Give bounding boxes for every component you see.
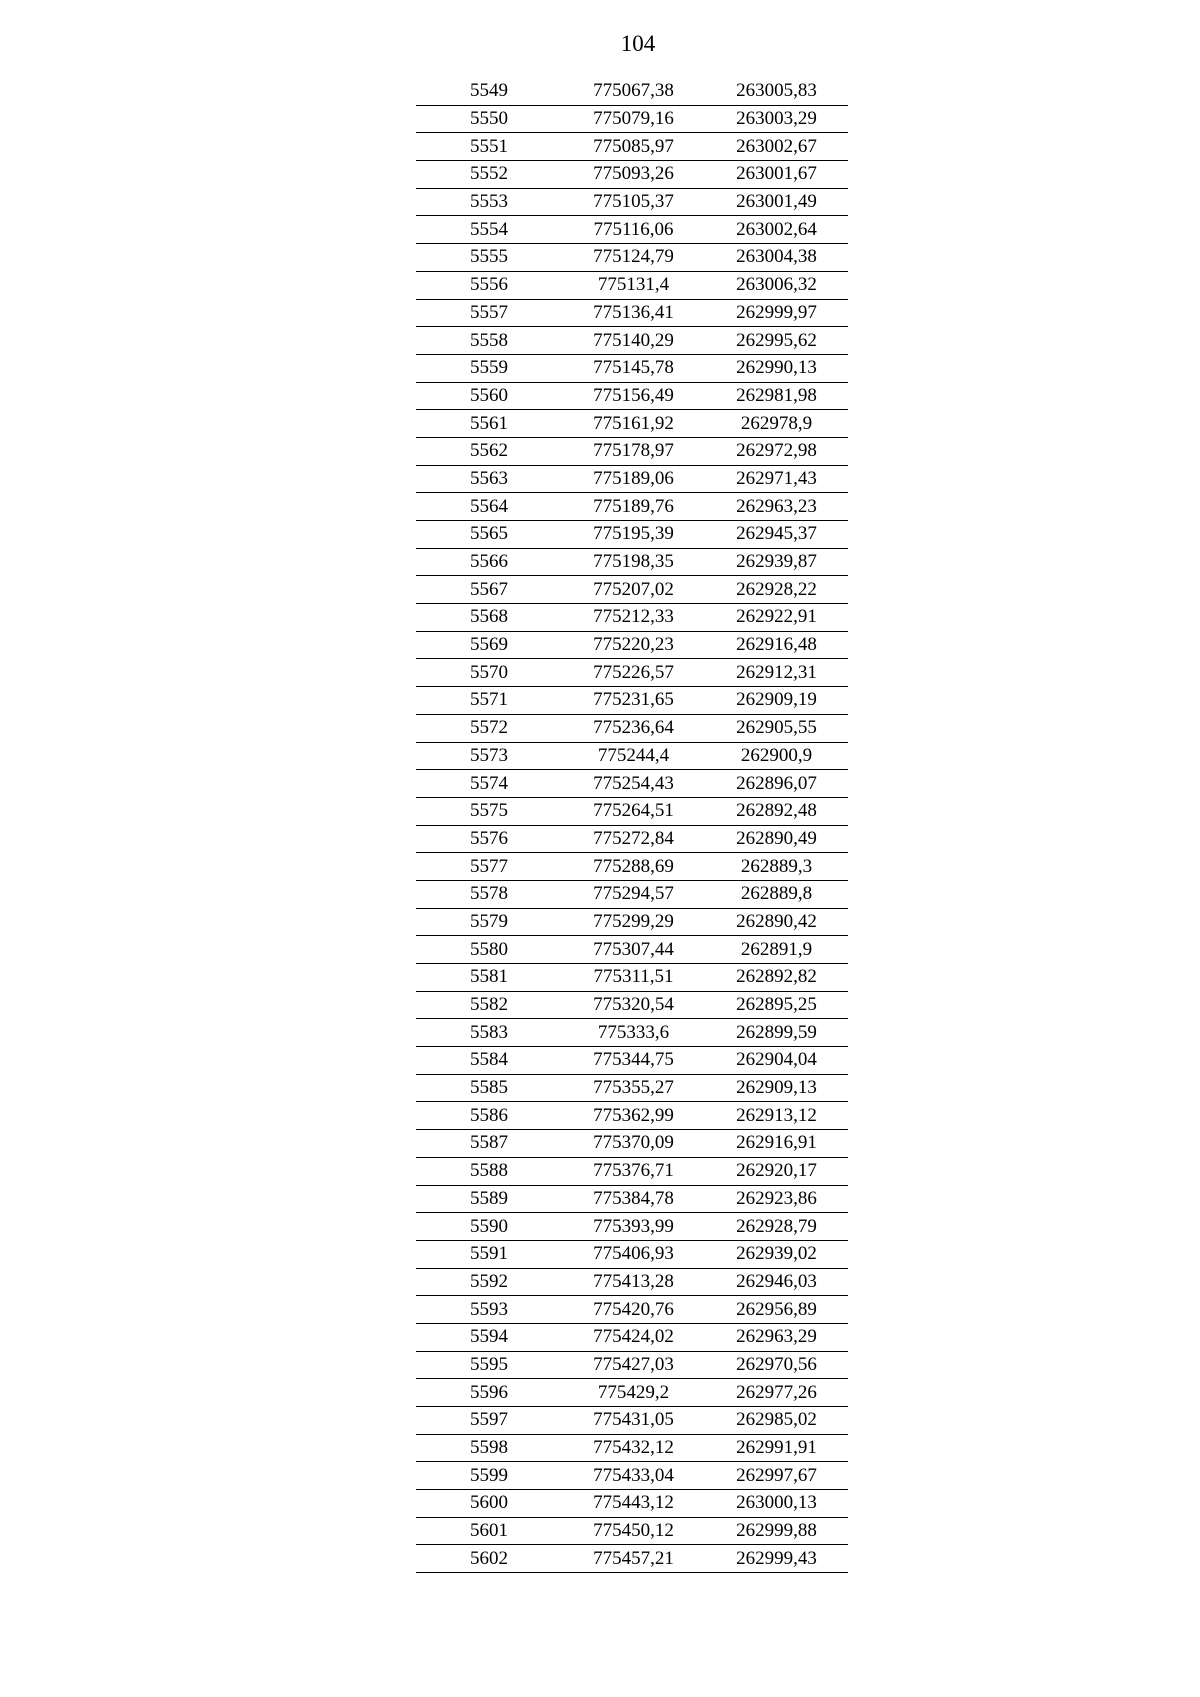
table-row xyxy=(416,659,848,687)
table-row xyxy=(416,1462,848,1490)
point-number-cell: 5575 xyxy=(416,797,562,825)
point-number-cell: 5596 xyxy=(416,1379,562,1407)
x-coordinate-cell: 775355,27 xyxy=(562,1074,705,1102)
y-coordinate-cell: 262939,87 xyxy=(705,548,848,576)
x-coordinate-cell: 775450,12 xyxy=(562,1517,705,1545)
x-coordinate-cell: 775124,79 xyxy=(562,244,705,272)
y-coordinate-cell: 262916,91 xyxy=(705,1130,848,1158)
x-coordinate-cell: 775207,02 xyxy=(562,576,705,604)
x-coordinate-cell: 775244,4 xyxy=(562,742,705,770)
x-coordinate-cell: 775067,38 xyxy=(562,78,705,105)
table-row xyxy=(416,299,848,327)
table-row xyxy=(416,1490,848,1518)
y-coordinate-cell: 262920,17 xyxy=(705,1157,848,1185)
x-coordinate-cell: 775231,65 xyxy=(562,687,705,715)
table-row xyxy=(416,216,848,244)
table-row xyxy=(416,1545,848,1573)
point-number-cell: 5555 xyxy=(416,244,562,272)
point-number-cell: 5564 xyxy=(416,493,562,521)
point-number-cell: 5551 xyxy=(416,133,562,161)
y-coordinate-cell: 262912,31 xyxy=(705,659,848,687)
point-number-cell: 5590 xyxy=(416,1213,562,1241)
table-row xyxy=(416,604,848,632)
x-coordinate-cell: 775431,05 xyxy=(562,1407,705,1435)
table-row xyxy=(416,1074,848,1102)
y-coordinate-cell: 262892,48 xyxy=(705,797,848,825)
x-coordinate-cell: 775145,78 xyxy=(562,354,705,382)
y-coordinate-cell: 262985,02 xyxy=(705,1407,848,1435)
point-number-cell: 5554 xyxy=(416,216,562,244)
table-row xyxy=(416,327,848,355)
table-row xyxy=(416,465,848,493)
table-row xyxy=(416,1351,848,1379)
table-row xyxy=(416,742,848,770)
table-row xyxy=(416,797,848,825)
table-row xyxy=(416,133,848,161)
x-coordinate-cell: 775220,23 xyxy=(562,631,705,659)
x-coordinate-cell: 775079,16 xyxy=(562,105,705,133)
table-row xyxy=(416,964,848,992)
point-number-cell: 5595 xyxy=(416,1351,562,1379)
x-coordinate-cell: 775198,35 xyxy=(562,548,705,576)
point-number-cell: 5591 xyxy=(416,1240,562,1268)
x-coordinate-cell: 775384,78 xyxy=(562,1185,705,1213)
x-coordinate-cell: 775443,12 xyxy=(562,1490,705,1518)
y-coordinate-cell: 263006,32 xyxy=(705,271,848,299)
point-number-cell: 5584 xyxy=(416,1047,562,1075)
table-row xyxy=(416,521,848,549)
table-row xyxy=(416,770,848,798)
y-coordinate-cell: 262909,13 xyxy=(705,1074,848,1102)
point-number-cell: 5570 xyxy=(416,659,562,687)
y-coordinate-cell: 262970,56 xyxy=(705,1351,848,1379)
x-coordinate-cell: 775272,84 xyxy=(562,825,705,853)
x-coordinate-cell: 775311,51 xyxy=(562,964,705,992)
x-coordinate-cell: 775333,6 xyxy=(562,1019,705,1047)
point-number-cell: 5588 xyxy=(416,1157,562,1185)
x-coordinate-cell: 775429,2 xyxy=(562,1379,705,1407)
point-number-cell: 5556 xyxy=(416,271,562,299)
point-number-cell: 5579 xyxy=(416,908,562,936)
y-coordinate-cell: 262945,37 xyxy=(705,521,848,549)
y-coordinate-cell: 262895,25 xyxy=(705,991,848,1019)
table-row xyxy=(416,1019,848,1047)
point-number-cell: 5587 xyxy=(416,1130,562,1158)
y-coordinate-cell: 262905,55 xyxy=(705,714,848,742)
y-coordinate-cell: 263003,29 xyxy=(705,105,848,133)
y-coordinate-cell: 262904,04 xyxy=(705,1047,848,1075)
x-coordinate-cell: 775178,97 xyxy=(562,437,705,465)
table-row xyxy=(416,1157,848,1185)
table-row xyxy=(416,1296,848,1324)
y-coordinate-cell: 262889,3 xyxy=(705,853,848,881)
x-coordinate-cell: 775131,4 xyxy=(562,271,705,299)
table-row xyxy=(416,354,848,382)
table-row xyxy=(416,271,848,299)
point-number-cell: 5592 xyxy=(416,1268,562,1296)
x-coordinate-cell: 775433,04 xyxy=(562,1462,705,1490)
point-number-cell: 5572 xyxy=(416,714,562,742)
point-number-cell: 5567 xyxy=(416,576,562,604)
y-coordinate-cell: 262923,86 xyxy=(705,1185,848,1213)
table-row xyxy=(416,1407,848,1435)
y-coordinate-cell: 262891,9 xyxy=(705,936,848,964)
y-coordinate-cell: 262946,03 xyxy=(705,1268,848,1296)
y-coordinate-cell: 262928,79 xyxy=(705,1213,848,1241)
table-row xyxy=(416,853,848,881)
x-coordinate-cell: 775093,26 xyxy=(562,161,705,189)
point-number-cell: 5578 xyxy=(416,880,562,908)
x-coordinate-cell: 775406,93 xyxy=(562,1240,705,1268)
point-number-cell: 5561 xyxy=(416,410,562,438)
y-coordinate-cell: 262963,29 xyxy=(705,1323,848,1351)
y-coordinate-cell: 262892,82 xyxy=(705,964,848,992)
table-row xyxy=(416,437,848,465)
x-coordinate-cell: 775156,49 xyxy=(562,382,705,410)
table-row xyxy=(416,1240,848,1268)
x-coordinate-cell: 775116,06 xyxy=(562,216,705,244)
y-coordinate-cell: 262939,02 xyxy=(705,1240,848,1268)
point-number-cell: 5593 xyxy=(416,1296,562,1324)
y-coordinate-cell: 262972,98 xyxy=(705,437,848,465)
point-number-cell: 5583 xyxy=(416,1019,562,1047)
table-row xyxy=(416,1517,848,1545)
page-number: 104 xyxy=(620,31,656,56)
point-number-cell: 5573 xyxy=(416,742,562,770)
table-row xyxy=(416,493,848,521)
table-row xyxy=(416,631,848,659)
table-row xyxy=(416,244,848,272)
x-coordinate-cell: 775294,57 xyxy=(562,880,705,908)
y-coordinate-cell: 263000,13 xyxy=(705,1490,848,1518)
y-coordinate-cell: 263005,83 xyxy=(705,78,848,105)
point-number-cell: 5557 xyxy=(416,299,562,327)
point-number-cell: 5598 xyxy=(416,1434,562,1462)
y-coordinate-cell: 262913,12 xyxy=(705,1102,848,1130)
y-coordinate-cell: 262916,48 xyxy=(705,631,848,659)
table-row xyxy=(416,908,848,936)
point-number-cell: 5594 xyxy=(416,1323,562,1351)
table-row xyxy=(416,1213,848,1241)
table-row xyxy=(416,1268,848,1296)
x-coordinate-cell: 775161,92 xyxy=(562,410,705,438)
y-coordinate-cell: 262990,13 xyxy=(705,354,848,382)
y-coordinate-cell: 262991,91 xyxy=(705,1434,848,1462)
y-coordinate-cell: 262999,97 xyxy=(705,299,848,327)
y-coordinate-cell: 262922,91 xyxy=(705,604,848,632)
point-number-cell: 5550 xyxy=(416,105,562,133)
point-number-cell: 5580 xyxy=(416,936,562,964)
y-coordinate-cell: 262899,59 xyxy=(705,1019,848,1047)
point-number-cell: 5558 xyxy=(416,327,562,355)
y-coordinate-cell: 262890,42 xyxy=(705,908,848,936)
y-coordinate-cell: 263002,67 xyxy=(705,133,848,161)
y-coordinate-cell: 262999,43 xyxy=(705,1545,848,1573)
y-coordinate-cell: 262999,88 xyxy=(705,1517,848,1545)
table-row xyxy=(416,880,848,908)
y-coordinate-cell: 262963,23 xyxy=(705,493,848,521)
y-coordinate-cell: 263002,64 xyxy=(705,216,848,244)
table-row xyxy=(416,78,848,105)
table-row xyxy=(416,1323,848,1351)
point-number-cell: 5576 xyxy=(416,825,562,853)
y-coordinate-cell: 262978,9 xyxy=(705,410,848,438)
x-coordinate-cell: 775457,21 xyxy=(562,1545,705,1573)
point-number-cell: 5601 xyxy=(416,1517,562,1545)
y-coordinate-cell: 262900,9 xyxy=(705,742,848,770)
table-row xyxy=(416,382,848,410)
x-coordinate-cell: 775424,02 xyxy=(562,1323,705,1351)
y-coordinate-cell: 262981,98 xyxy=(705,382,848,410)
x-coordinate-cell: 775195,39 xyxy=(562,521,705,549)
point-number-cell: 5589 xyxy=(416,1185,562,1213)
point-number-cell: 5577 xyxy=(416,853,562,881)
x-coordinate-cell: 775320,54 xyxy=(562,991,705,1019)
x-coordinate-cell: 775420,76 xyxy=(562,1296,705,1324)
x-coordinate-cell: 775370,09 xyxy=(562,1130,705,1158)
coordinates-table-body xyxy=(416,78,848,1573)
point-number-cell: 5552 xyxy=(416,161,562,189)
table-row xyxy=(416,1434,848,1462)
x-coordinate-cell: 775307,44 xyxy=(562,936,705,964)
y-coordinate-cell: 262909,19 xyxy=(705,687,848,715)
y-coordinate-cell: 262956,89 xyxy=(705,1296,848,1324)
x-coordinate-cell: 775189,76 xyxy=(562,493,705,521)
y-coordinate-cell: 262889,8 xyxy=(705,880,848,908)
point-number-cell: 5568 xyxy=(416,604,562,632)
point-number-cell: 5571 xyxy=(416,687,562,715)
x-coordinate-cell: 775432,12 xyxy=(562,1434,705,1462)
x-coordinate-cell: 775393,99 xyxy=(562,1213,705,1241)
x-coordinate-cell: 775427,03 xyxy=(562,1351,705,1379)
table-row xyxy=(416,105,848,133)
table-row xyxy=(416,991,848,1019)
point-number-cell: 5602 xyxy=(416,1545,562,1573)
point-number-cell: 5569 xyxy=(416,631,562,659)
x-coordinate-cell: 775376,71 xyxy=(562,1157,705,1185)
y-coordinate-cell: 263004,38 xyxy=(705,244,848,272)
table-row xyxy=(416,936,848,964)
table-row xyxy=(416,576,848,604)
point-number-cell: 5581 xyxy=(416,964,562,992)
table-row xyxy=(416,1379,848,1407)
x-coordinate-cell: 775226,57 xyxy=(562,659,705,687)
y-coordinate-cell: 262997,67 xyxy=(705,1462,848,1490)
table-row xyxy=(416,687,848,715)
x-coordinate-cell: 775288,69 xyxy=(562,853,705,881)
y-coordinate-cell: 262896,07 xyxy=(705,770,848,798)
point-number-cell: 5585 xyxy=(416,1074,562,1102)
table-row xyxy=(416,188,848,216)
point-number-cell: 5599 xyxy=(416,1462,562,1490)
y-coordinate-cell: 262971,43 xyxy=(705,465,848,493)
point-number-cell: 5574 xyxy=(416,770,562,798)
point-number-cell: 5563 xyxy=(416,465,562,493)
y-coordinate-cell: 263001,67 xyxy=(705,161,848,189)
table-row xyxy=(416,548,848,576)
point-number-cell: 5565 xyxy=(416,521,562,549)
coordinates-table xyxy=(416,78,848,1573)
x-coordinate-cell: 775136,41 xyxy=(562,299,705,327)
point-number-cell: 5597 xyxy=(416,1407,562,1435)
point-number-cell: 5560 xyxy=(416,382,562,410)
y-coordinate-cell: 262995,62 xyxy=(705,327,848,355)
x-coordinate-cell: 775362,99 xyxy=(562,1102,705,1130)
table-row xyxy=(416,410,848,438)
point-number-cell: 5549 xyxy=(416,78,562,105)
point-number-cell: 5566 xyxy=(416,548,562,576)
table-row xyxy=(416,161,848,189)
table-row xyxy=(416,1047,848,1075)
x-coordinate-cell: 775236,64 xyxy=(562,714,705,742)
x-coordinate-cell: 775189,06 xyxy=(562,465,705,493)
point-number-cell: 5562 xyxy=(416,437,562,465)
table-row xyxy=(416,1102,848,1130)
x-coordinate-cell: 775413,28 xyxy=(562,1268,705,1296)
x-coordinate-cell: 775344,75 xyxy=(562,1047,705,1075)
point-number-cell: 5600 xyxy=(416,1490,562,1518)
y-coordinate-cell: 263001,49 xyxy=(705,188,848,216)
y-coordinate-cell: 262977,26 xyxy=(705,1379,848,1407)
point-number-cell: 5586 xyxy=(416,1102,562,1130)
x-coordinate-cell: 775085,97 xyxy=(562,133,705,161)
point-number-cell: 5553 xyxy=(416,188,562,216)
table-row xyxy=(416,1185,848,1213)
table-row xyxy=(416,1130,848,1158)
table-row xyxy=(416,825,848,853)
x-coordinate-cell: 775254,43 xyxy=(562,770,705,798)
x-coordinate-cell: 775212,33 xyxy=(562,604,705,632)
x-coordinate-cell: 775105,37 xyxy=(562,188,705,216)
point-number-cell: 5559 xyxy=(416,354,562,382)
y-coordinate-cell: 262928,22 xyxy=(705,576,848,604)
x-coordinate-cell: 775140,29 xyxy=(562,327,705,355)
x-coordinate-cell: 775264,51 xyxy=(562,797,705,825)
point-number-cell: 5582 xyxy=(416,991,562,1019)
table-row xyxy=(416,714,848,742)
x-coordinate-cell: 775299,29 xyxy=(562,908,705,936)
y-coordinate-cell: 262890,49 xyxy=(705,825,848,853)
